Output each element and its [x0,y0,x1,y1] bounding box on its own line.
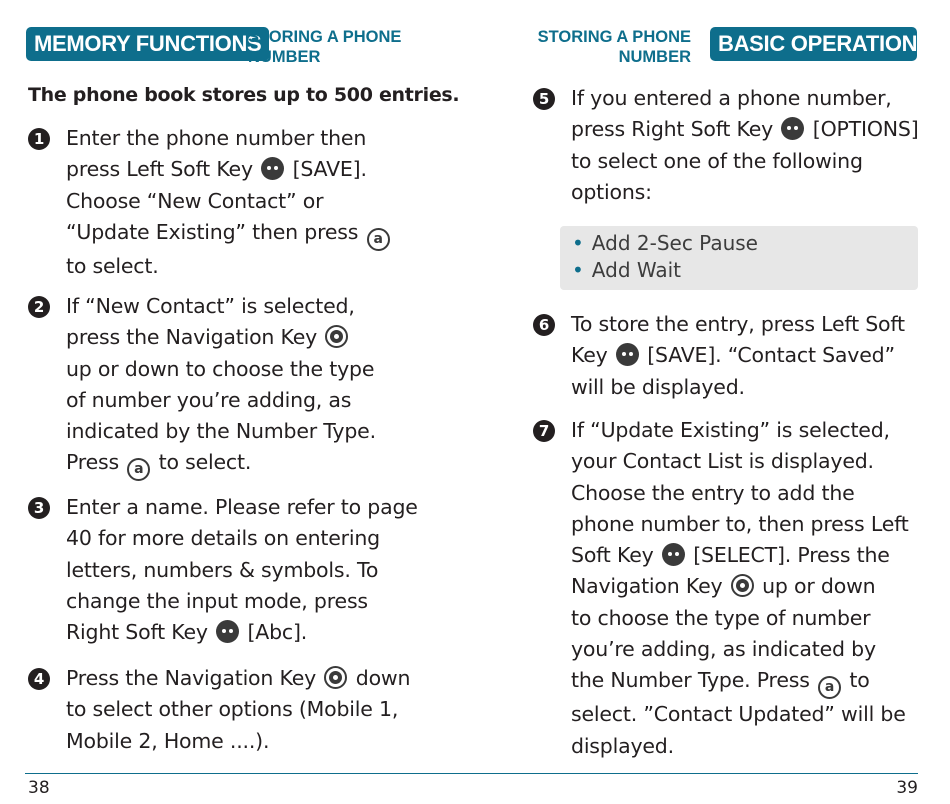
subsection-title-line: NUMBER [248,48,321,66]
subsection-title-right [538,27,691,67]
step-text: press the Navigation Key [66,325,318,350]
step-line: indicated by the Number Type. [66,419,376,444]
step-line: options: [571,179,652,204]
intro-text: The phone book stores up to 500 entries. [28,84,460,106]
step-number-badge: 1 [28,128,50,150]
step-number-badge: 4 [28,668,50,690]
step-line: If you entered a phone number, [571,86,892,110]
step-line: to select. [66,253,159,278]
step-line [66,154,392,185]
step-text: [SAVE]. “Contact Saved” [647,343,895,368]
step-line [571,540,909,571]
step-text: Navigation Key [571,574,723,599]
subsection-title-line: STORING A PHONE [248,28,402,46]
bullet-icon: • [572,258,584,282]
step-4 [33,663,411,757]
subsection-title-line: STORING A PHONE [537,28,691,46]
option-label: Add 2-Sec Pause [591,231,758,255]
subsection-title-left [248,27,401,67]
ok-key-icon: a [127,458,150,481]
step-line [66,663,410,694]
footer-divider [25,773,918,774]
step-text: [SAVE]. [292,157,367,182]
step-text: [Abc]. [247,620,308,645]
step-line: Choose “New Contact” or [66,188,324,213]
step-text: “Update Existing” then press [66,219,359,244]
step-text: Press [66,450,119,475]
navigation-key-icon [325,325,348,348]
step-text: Right Soft Key [66,620,208,645]
step-line: phone number to, then press Left [571,511,909,536]
step-5 [538,83,919,208]
step-text: down [355,666,411,690]
step-7 [538,415,909,762]
step-line [571,340,905,371]
step-number-badge: 7 [533,420,555,442]
step-text: up or down [762,574,876,599]
section-tab-basic-operation: BASIC OPERATION [710,27,917,61]
step-text: Key [571,343,608,368]
navigation-key-icon [324,666,347,689]
option-item [572,258,681,282]
step-line [66,217,392,251]
step-line: If “Update Existing” is selected, [571,418,890,442]
step-line: up or down to choose the type [66,356,375,381]
step-line: will be displayed. [571,374,745,399]
page-number-left: 38 [28,778,50,798]
option-item [572,231,758,255]
step-text: press Right Soft Key [571,117,774,142]
step-line: Enter the phone number then [66,126,367,150]
step-text: [SELECT]. Press the [693,543,890,568]
step-line [66,322,376,353]
step-line: of number you’re adding, as [66,387,352,412]
ok-key-icon: a [367,228,390,251]
ok-key-icon: a [818,676,841,699]
step-line: to select other options (Mobile 1, [66,697,399,722]
step-line: letters, numbers & symbols. To [66,557,379,582]
step-6 [538,309,905,403]
step-line: Mobile 2, Home ....). [66,728,270,753]
step-text: [OPTIONS] [812,117,919,142]
step-number-badge: 5 [533,88,555,110]
page-number-right: 39 [896,778,918,798]
right-soft-key-icon [781,117,804,140]
step-line: you’re adding, as indicated by [571,637,876,662]
step-text: Press the Navigation Key [66,666,317,690]
step-line: your Contact List is displayed. [571,449,874,474]
step-line: to select one of the following [571,148,863,173]
subsection-title-line: NUMBER [618,48,691,66]
step-line [66,447,376,481]
option-label: Add Wait [591,258,682,282]
step-text: to [849,668,870,693]
step-1 [33,123,392,282]
step-number-badge: 2 [28,296,50,318]
left-soft-key-icon [662,543,685,566]
step-2 [33,291,376,481]
step-line [571,665,909,699]
step-line: 40 for more details on entering [66,526,380,551]
step-line: Choose the entry to add the [571,480,855,505]
step-3 [33,492,418,648]
options-box [560,226,918,290]
right-soft-key-icon [216,620,239,643]
step-line [571,114,919,145]
step-text: the Number Type. Press [571,668,810,693]
step-text: to select. [158,450,252,475]
step-number-badge: 6 [533,314,555,336]
left-soft-key-icon [261,157,284,180]
step-line: Enter a name. Please refer to page [66,495,418,519]
step-line: change the input mode, press [66,588,368,613]
navigation-key-icon [731,574,754,597]
step-line [66,617,418,648]
bullet-icon: • [572,231,584,255]
section-tab-memory-functions: MEMORY FUNCTIONS [26,27,269,61]
step-text: press Left Soft Key [66,157,253,182]
step-line: displayed. [571,733,674,758]
step-line: to choose the type of number [571,605,871,630]
step-line: To store the entry, press Left Soft [571,312,905,336]
step-line [571,571,909,602]
step-text: Soft Key [571,543,654,568]
left-soft-key-icon [616,343,639,366]
step-line: select. ”Contact Updated” will be [571,702,906,727]
step-line: If “New Contact” is selected, [66,294,355,318]
step-number-badge: 3 [28,497,50,519]
